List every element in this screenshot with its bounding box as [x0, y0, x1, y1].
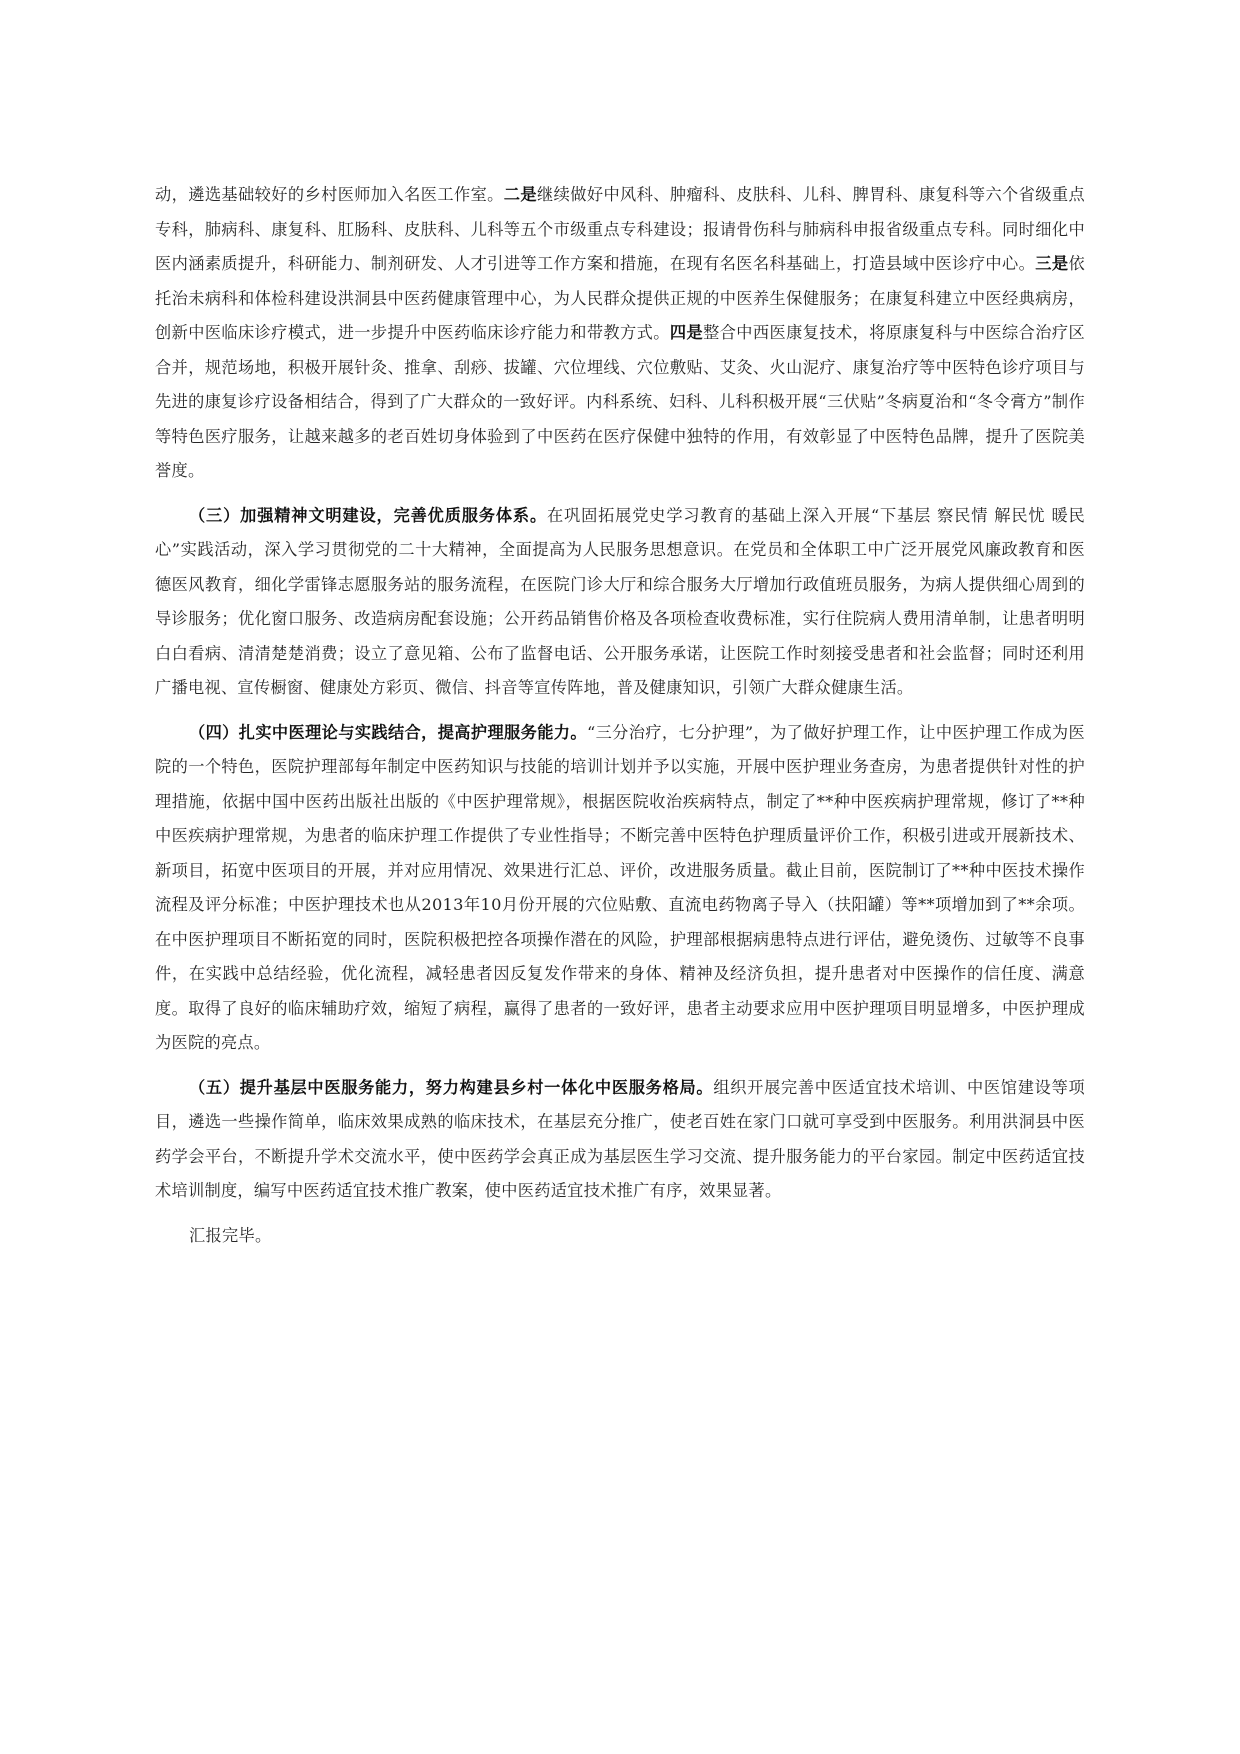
para1-bold-3: 三是 [1035, 254, 1069, 273]
section-5-heading: （五）提升基层中医服务能力，努力构建县乡村一体化中医服务格局。 [189, 1077, 714, 1097]
para1-bold-4: 四是 [669, 323, 704, 342]
section-4-text: “三分治疗，七分护理”，为了做好护理工作，让中医护理工作成为医院的一个特色，医院护理部每年制定中医药知识与技能的培训计划并予以实施，开展中医护理业务查房，为患者提供针对性的护理措施，依据中国中医药出版社出版的《中医护理常规》，根据医院收治疾病特点，制定了**种中医疾病护理常规，修订了**种中医疾病护理常规，为患者的临床护理工作提供了专业性指导；不断完善中医特色护理质量评价工作，积极引进或开展新技术、新项目，拓宽中医项目的开展，并对应用情况、效果进行汇总、评价，改进服务质量。截止目前，医院制订了**种中医技术操作流程及评分标准；中医护理技术也从2013年10月份开展的穴位贴敷、直流电药物离子导入（扶阳罐）等**项增加到了**余项。在中医护理项目不断拓宽的同时，医院积极把控各项操作潜在的风险，护理部根据病患特点进行评估，避免烫伤、过敏等不良事件，在实践中总结经验，优化流程，减轻患者因反复发作带来的身体、精神及经济负担，提升患者对中医操作的信任度、满意度。取得了良好的临床辅助疗效，缩短了病程，赢得了患者的一致好评，患者主动要求应用中医护理项目明显增多，中医护理成为医院的亮点。 [155, 722, 1085, 1052]
section-3-text: 在巩固拓展党史学习教育的基础上深入开展“下基层 察民情 解民忧 暖民心”实践活动，深入学习贯彻党的二十大精神，全面提高为人民服务思想意识。在党员和全体职工中广泛开展党风廉政教育和医德医风教育，细化学雷锋志愿服务站的服务流程，在医院门诊大厅和综合服务大厅增加行政值班员服务，为病人提供细心周到的导诊服务；优化窗口服务、改造病房配套设施；公开药品销售价格及各项检查收费标准，实行住院病人费用清单制，让患者明明白白看病、清清楚楚消费；设立了意见箱、公布了监督电话、公开服务承诺，让医院工作时刻接受患者和社会监督；同时还利用广播电视、宣传橱窗、健康处方彩页、微信、抖音等宣传阵地，普及健康知识，引领广大群众健康生活。 [155, 505, 1085, 697]
closing-remark: 汇报完毕。 [189, 1225, 272, 1245]
paragraph-section-3 [155, 499, 1085, 706]
para1-text-3: 依托治未病科和体检科建设洪洞县中医药健康管理中心，为人民群众提供正规的中医养生保健服务；在康复科建立中医经典病房，创新中医临床诊疗模式，进一步提升中医药临床诊疗能力和带教方式。 [155, 254, 1085, 342]
paragraph-continuation [155, 178, 1085, 489]
section-3-heading: （三）加强精神文明建设，完善优质服务体系。 [189, 505, 547, 525]
para1-text-1: 动，遴选基础较好的乡村医师加入名医工作室。 [155, 185, 504, 204]
section-5-text: 组织开展完善中医适宜技术培训、中医馆建设等项目，遴选一些操作简单，临床效果成熟的临床技术，在基层充分推广，使老百姓在家门口就可享受到中医服务。利用洪洞县中医药学会平台，不断提升学术交流水平，使中医药学会真正成为基层医生学习交流、提升服务能力的平台家园。制定中医药适宜技术培训制度，编写中医药适宜技术推广教案，使中医药适宜技术推广有序，效果显著。 [155, 1077, 1085, 1200]
paragraph-section-5 [155, 1071, 1085, 1209]
document-body [155, 178, 1085, 1253]
para1-text-4: 整合中西医康复技术，将原康复科与中医综合治疗区合并，规范场地，积极开展针灸、推拿、刮痧、拔罐、穴位埋线、穴位敷贴、艾灸、火山泥疗、康复治疗等中医特色诊疗项目与先进的康复诊疗设备相结合，得到了广大群众的一致好评。内科系统、妇科、儿科积极开展“三伏贴”冬病夏治和“冬令膏方”制作等特色医疗服务，让越来越多的老百姓切身体验到了中医药在医疗保健中独特的作用，有效彰显了中医特色品牌，提升了医院美誉度。 [155, 323, 1085, 480]
section-4-heading: （四）扎实中医理论与实践结合，提高护理服务能力。 [189, 722, 587, 742]
paragraph-section-4 [155, 716, 1085, 1061]
para1-text-2: 继续做好中风科、肿瘤科、皮肤科、儿科、脾胃科、康复科等六个省级重点专科，肺病科、康复科、肛肠科、皮肤科、儿科等五个市级重点专科建设；报请骨伤科与肺病科申报省级重点专科。同时细化中医内涵素质提升，科研能力、制剂研发、人才引进等工作方案和措施，在现有名医名科基础上，打造县域中医诊疗中心。 [155, 185, 1085, 273]
para1-bold-2: 二是 [503, 185, 538, 204]
